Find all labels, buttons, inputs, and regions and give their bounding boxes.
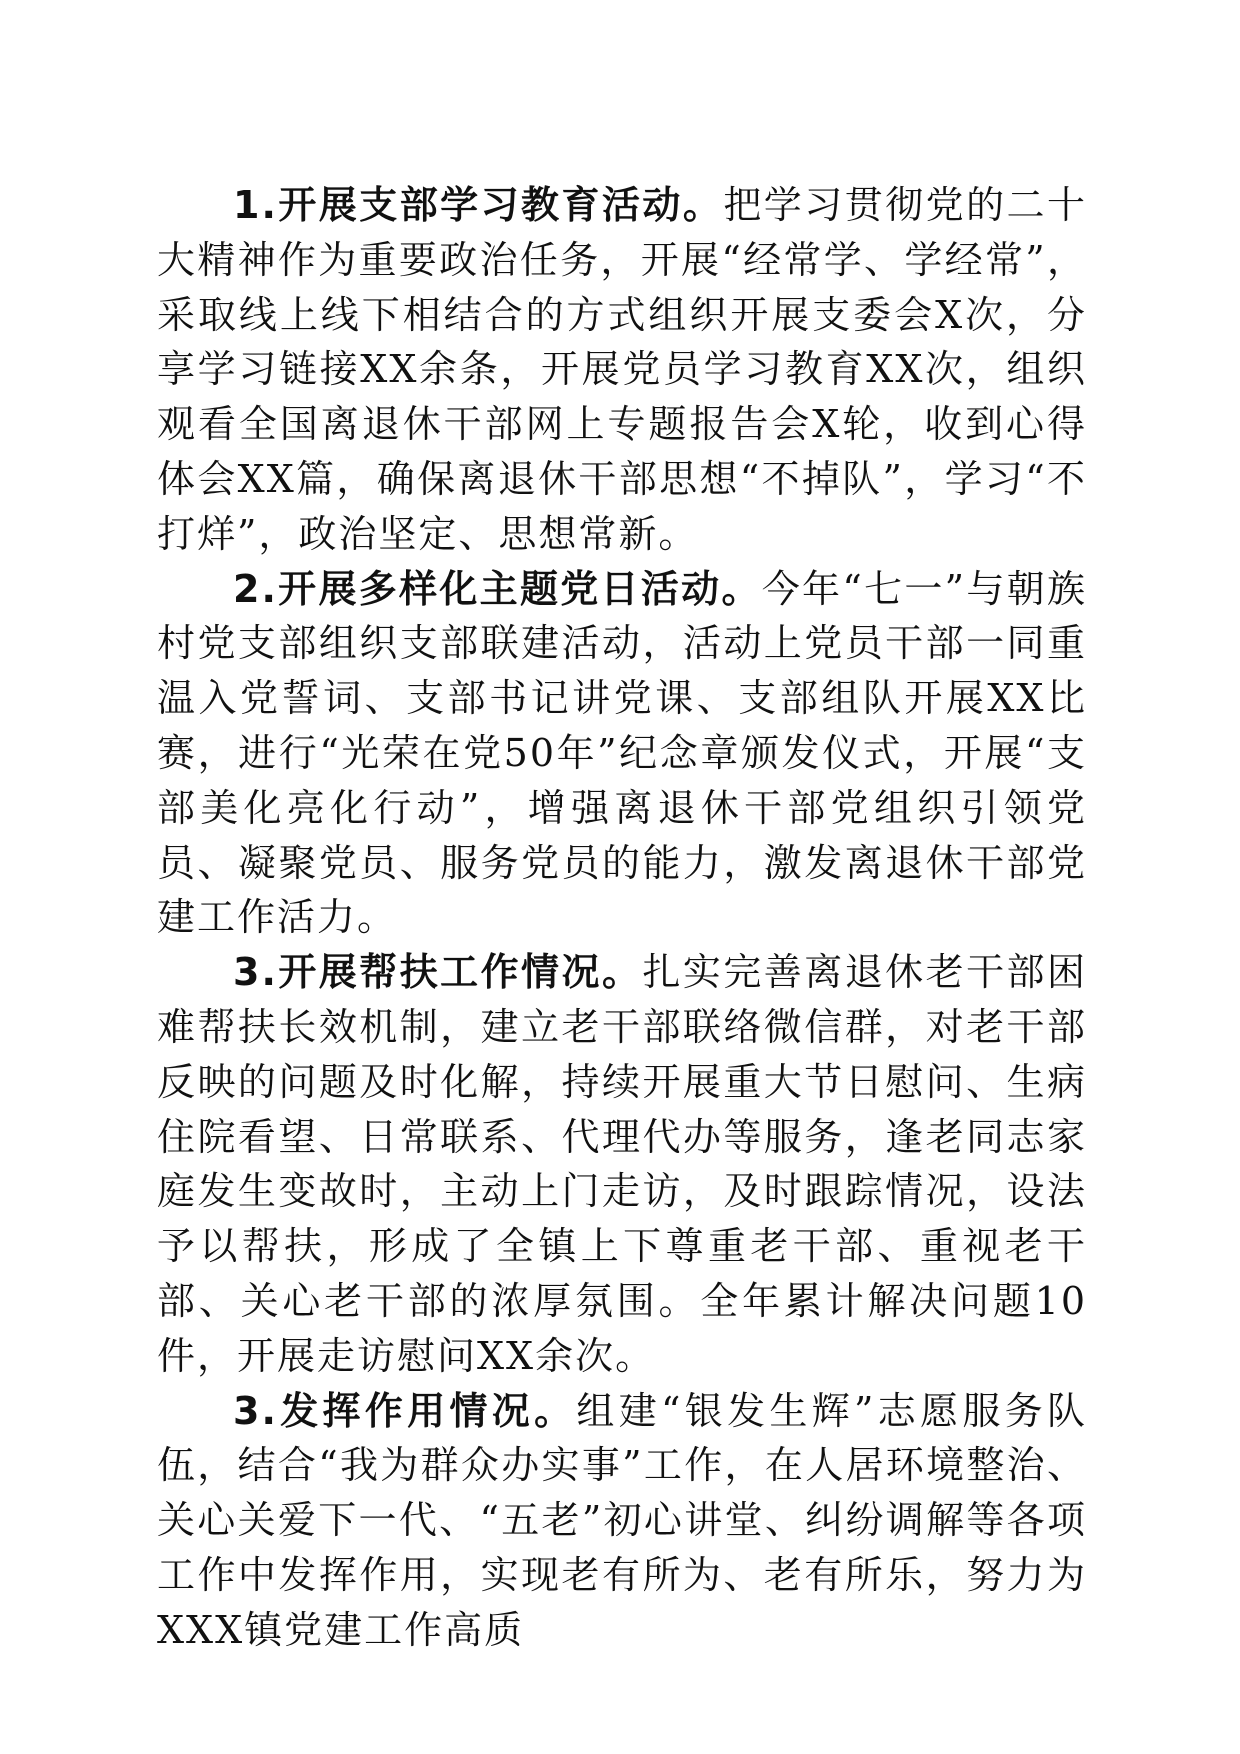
paragraph-heading: 3.开展帮扶工作情况。	[233, 950, 643, 995]
paragraph-party-day	[157, 562, 1087, 946]
paragraph-study-education	[157, 178, 1087, 562]
paragraph-role-play	[157, 1384, 1087, 1658]
paragraph-body: 扎实完善离退休老干部困难帮扶长效机制，建立老干部联络微信群，对老干部反映的问题及时化解，持续开展重大节日慰问、生病住院看望、日常联系、代理代办等服务，逢老同志家庭发生变故时，主动上门走访，及时跟踪情况，设法予以帮扶，形成了全镇上下尊重老干部、重视老干部、关心老干部的浓厚氛围。全年累计解决问题10件，开展走访慰问XX余次。	[157, 950, 1087, 1378]
paragraph-assistance	[157, 945, 1087, 1383]
paragraph-heading: 1.开展支部学习教育活动。	[233, 183, 724, 227]
paragraph-body: 今年“七一”与朝族村党支部组织支部联建活动，活动上党员干部一同重温入党誓词、支部书记讲党课、支部组队开展XX比赛，进行“光荣在党50年”纪念章颁发仪式，开展“支部美化亮化行动”，增强离退休干部党组织引领党员、凝聚党员、服务党员的能力，激发离退休干部党建工作活力。	[157, 566, 1087, 940]
document-page	[157, 178, 1087, 1718]
paragraph-body: 把学习贯彻党的二十大精神作为重要政治任务，开展“经常学、学经常”，采取线上线下相结合的方式组织开展支委会X次，分享学习链接XX余条，开展党员学习教育XX次，组织观看全国离退休干部网上专题报告会X轮，收到心得体会XX篇，确保离退休干部思想“不掉队”，学习“不打烊”，政治坚定、思想常新。	[157, 183, 1087, 556]
paragraph-body: 组建“银发生辉”志愿服务队伍，结合“我为群众办实事”工作，在人居环境整治、关心关爱下一代、“五老”初心讲堂、纠纷调解等各项工作中发挥作用，实现老有所为、老有所乐，努力为XXX镇党建工作高质	[157, 1388, 1087, 1652]
paragraph-heading: 2.开展多样化主题党日活动。	[233, 566, 762, 611]
paragraph-heading: 3.发挥作用情况。	[233, 1388, 577, 1433]
